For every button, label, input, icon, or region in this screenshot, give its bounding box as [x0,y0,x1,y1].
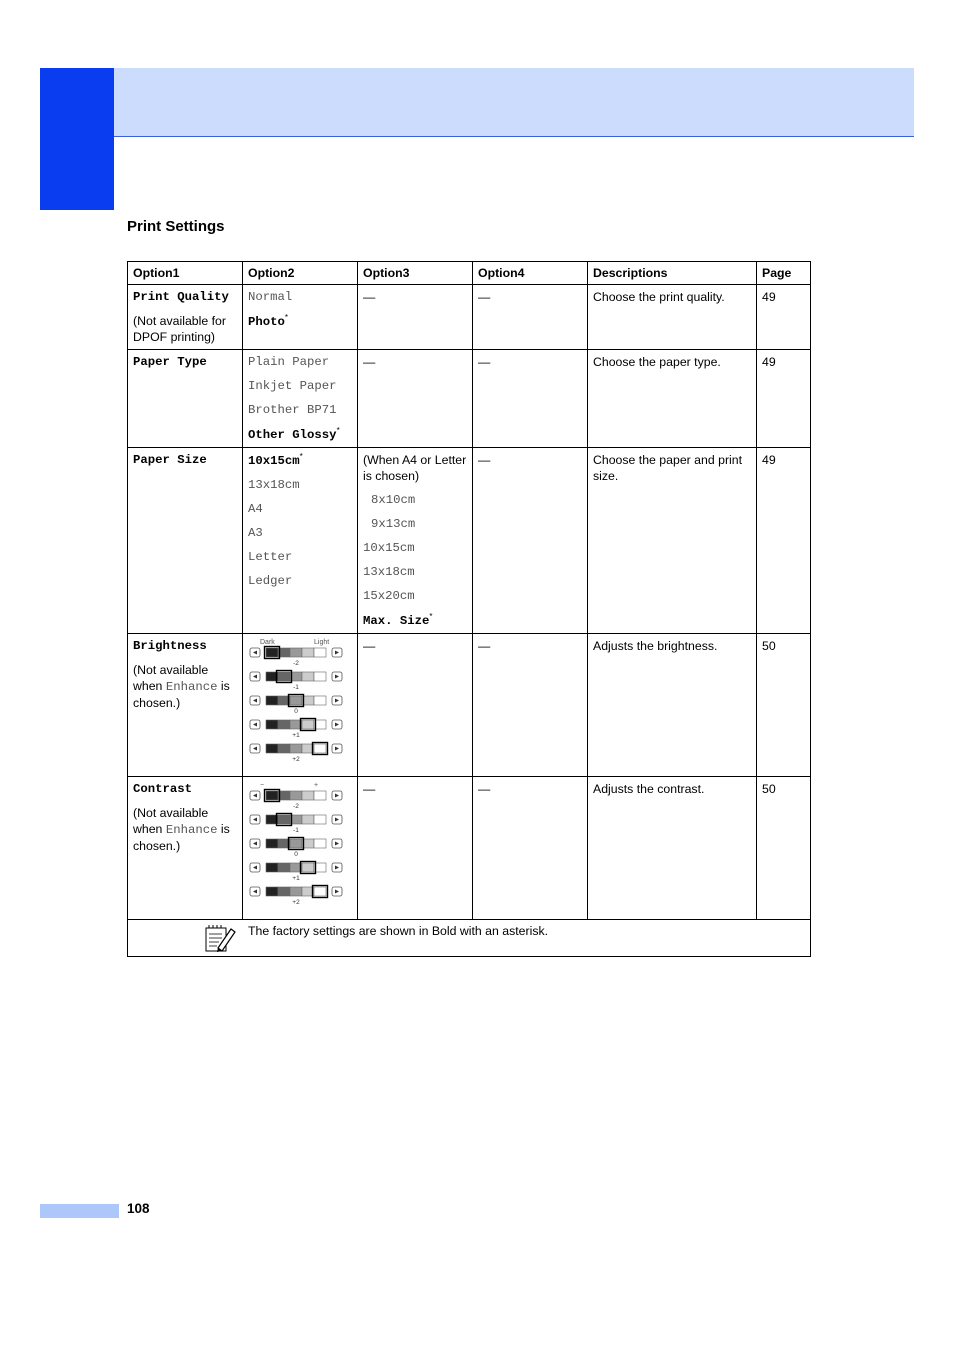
option4-cell: — [473,448,588,634]
level-option [250,790,342,811]
option1-cell [128,448,243,634]
option1-cell [128,285,243,350]
note-text: (Not available when [133,663,209,693]
shade-segment [314,839,326,848]
shade-segment [266,887,278,896]
default-option [248,452,352,469]
shade-segment [314,648,326,657]
page-number: 108 [127,1201,150,1216]
shade-segment [290,648,302,657]
description-cell: Adjusts the contrast. [588,777,757,920]
level-label: 0 [294,851,298,858]
shade-segment [266,863,278,872]
option3-cell: — [358,350,473,448]
level-option [250,814,342,835]
option3-cell: — [358,285,473,350]
setting-name: Print Quality [133,290,229,304]
option2-cell [243,777,358,920]
option4-cell: — [473,634,588,777]
default-option [363,612,467,629]
option4-cell: — [473,777,588,920]
shade-segment [278,672,290,681]
shade-segment [302,648,314,657]
shade-segment [290,839,302,848]
default-option [248,426,352,443]
page-cell: 49 [757,285,811,350]
note-text: (Not available when [133,806,209,836]
asterisk: * [336,425,340,435]
scale-high-label: Light [314,639,330,646]
option-value: Max. Size [363,614,430,628]
footnote-text: The factory settings are shown in Bold with an asterisk. [248,924,549,938]
table-row [128,350,811,448]
option2-cell [243,448,358,634]
option4-cell: — [473,285,588,350]
option-value: Plain Paper [248,355,330,369]
shade-segment [314,672,326,681]
default-option [248,313,352,330]
scale-low-label: − [260,782,265,789]
description-cell: Choose the print quality. [588,285,757,350]
option3-cell [358,448,473,634]
option-value: Normal [248,290,293,304]
shade-segment [266,648,278,657]
note-code: Enhance [165,680,218,694]
level-label: +2 [292,899,300,906]
description-cell: Choose the paper type. [588,350,757,448]
chapter-tab [40,68,114,210]
option-value: 13x18cm [248,478,300,492]
shade-segment [302,791,314,800]
level-option [250,743,342,764]
level-label: -2 [293,803,299,810]
table-row [128,634,811,777]
page-cell: 50 [757,634,811,777]
shade-segment [278,863,290,872]
footnote-row [128,920,811,957]
contrast-level-icons [248,781,348,913]
level-label: -2 [293,660,299,667]
page-number-bar [40,1204,119,1218]
level-option [250,862,342,883]
pencil-note-icon [204,923,236,957]
page-cell: 50 [757,777,811,920]
shade-segment [290,887,302,896]
header-descriptions: Descriptions [588,262,757,285]
setting-name: Paper Size [133,453,207,467]
shade-segment [302,863,314,872]
level-option [250,647,342,668]
header-option1: Option1 [128,262,243,285]
shade-segment [290,744,302,753]
note-text: is chosen.) [133,679,230,710]
setting-note: (Not available for DPOF printing) [133,314,226,344]
option-value: 15x20cm [363,589,415,603]
table-row [128,285,811,350]
settings-table [127,261,811,957]
asterisk: * [284,312,289,322]
shade-segment [290,791,302,800]
option3-cell: — [358,777,473,920]
note-text: is chosen.) [133,822,230,853]
option3-cell: — [358,634,473,777]
footnote-cell [128,920,811,957]
setting-name: Brightness [133,639,207,653]
shade-segment [278,720,290,729]
level-label: -1 [293,827,299,834]
brightness-level-icons [248,638,348,770]
setting-note [133,662,237,711]
scale-low-label: Dark [260,639,275,646]
shade-segment [266,744,278,753]
shade-segment [278,815,290,824]
shade-segment [278,744,290,753]
option-value: Other Glossy [248,428,337,442]
setting-name: Contrast [133,782,193,796]
table-row [128,448,811,634]
page-cell: 49 [757,448,811,634]
option1-cell [128,350,243,448]
option-value: 13x18cm [363,565,415,579]
option-value: Photo [248,315,285,329]
option3-note: (When A4 or Letter is chosen) [363,453,467,483]
level-option [250,719,342,740]
shade-segment [290,696,302,705]
option-value: 9x13cm [371,517,416,531]
page-cell: 49 [757,350,811,448]
table-row [128,777,811,920]
shade-segment [266,791,278,800]
header-option3: Option3 [358,262,473,285]
level-label: +2 [292,756,300,763]
option2-cell [243,634,358,777]
option-value: Brother BP71 [248,403,337,417]
shade-segment [314,744,326,753]
option-value: 8x10cm [371,493,416,507]
option1-cell [128,777,243,920]
level-option [250,671,342,692]
setting-name: Paper Type [133,355,207,369]
header-option4: Option4 [473,262,588,285]
shade-segment [314,887,326,896]
asterisk: * [429,611,433,621]
table-header-row [128,262,811,285]
option-value: 10x15cm [248,454,300,468]
shade-segment [314,791,326,800]
option-value: A4 [248,502,263,516]
shade-segment [314,815,326,824]
level-option [250,886,342,907]
option-value: Inkjet Paper [248,379,337,393]
header-option2: Option2 [243,262,358,285]
section-title: Print Settings [127,218,225,235]
shade-segment [302,720,314,729]
level-option [250,838,342,859]
shade-segment [302,672,314,681]
level-label: -1 [293,684,299,691]
option-value: Letter [248,550,293,564]
option4-cell: — [473,350,588,448]
asterisk: * [299,451,303,461]
option-value: A3 [248,526,263,540]
level-label: 0 [294,708,298,715]
shade-segment [266,696,278,705]
shade-segment [314,696,326,705]
setting-note [133,805,237,854]
option-value: 10x15cm [363,541,415,555]
scale-high-label: + [314,782,319,789]
header-page: Page [757,262,811,285]
description-cell: Choose the paper and print size. [588,448,757,634]
description-cell: Adjusts the brightness. [588,634,757,777]
option2-cell [243,350,358,448]
level-option [250,695,342,716]
shade-segment [266,720,278,729]
header-band [114,68,914,137]
level-label: +1 [292,875,300,882]
shade-segment [266,839,278,848]
level-label: +1 [292,732,300,739]
shade-segment [302,815,314,824]
option-value: Ledger [248,574,293,588]
option2-cell [243,285,358,350]
option1-cell [128,634,243,777]
note-code: Enhance [165,823,218,837]
shade-segment [278,887,290,896]
